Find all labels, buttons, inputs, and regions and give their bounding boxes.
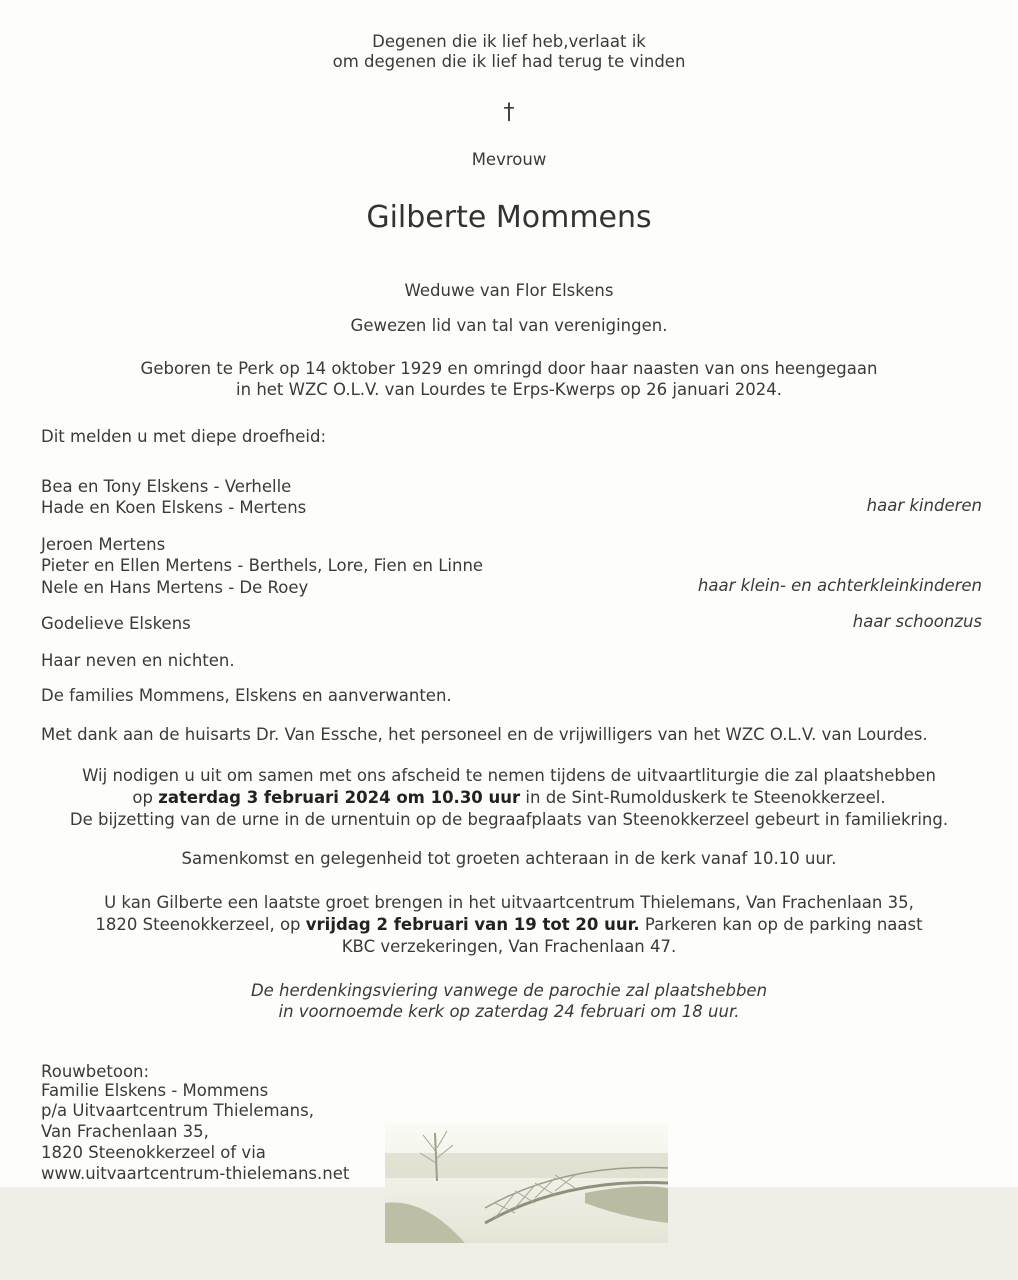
- relation-label: haar schoonzus: [852, 612, 982, 631]
- deceased-name: Gilberte Mommens: [366, 200, 652, 235]
- family-member: Godelieve Elskens: [41, 614, 191, 633]
- visit-line: [0, 914, 1018, 936]
- invite-line: Wij nodigen u uit om samen met ons afscheid te nemen tijdens de uitvaartliturgie die zal plaatshebben: [82, 766, 936, 785]
- memorial-line: in voornoemde kerk op zaterdag 24 februari om 18 uur.: [278, 1002, 740, 1021]
- memorial-line: De herdenkingsviering vanwege de parochie zal plaatshebben: [250, 981, 768, 1000]
- announce: Dit melden u met diepe droefheid:: [41, 427, 327, 446]
- member-line: Gewezen lid van tal van verenigingen.: [350, 316, 668, 335]
- condolence-line: 1820 Steenokkerzeel of via: [41, 1143, 266, 1162]
- invite-line: [0, 787, 1018, 809]
- motto-line: Degenen die ik lief heb,verlaat ik: [372, 32, 646, 51]
- family-member: Jeroen Mertens: [41, 535, 166, 554]
- visit-text: Parkeren kan op de parking naast: [639, 915, 923, 934]
- motto-line: om degenen die ik lief had terug te vinden: [332, 52, 686, 71]
- invite-line: De bijzetting van de urne in de urnentuin op de begraafplaats van Steenokkerzeel gebeurt in familiekring.: [69, 810, 949, 829]
- website-link: www.uitvaartcentrum-thielemans.net: [41, 1164, 350, 1183]
- relation-label: haar klein- en achterkleinkinderen: [697, 576, 982, 595]
- bridge-photo: [385, 1123, 668, 1243]
- condolence-line: p/a Uitvaartcentrum Thielemans,: [41, 1101, 314, 1120]
- thanks: Met dank aan de huisarts Dr. Van Essche, het personeel en de vrijwilligers van het WZC O.L.V. van Lourdes.: [41, 725, 928, 744]
- visit-line: U kan Gilberte een laatste groet brengen in het uitvaartcentrum Thielemans, Van Frachenlaan 35,: [104, 893, 914, 912]
- visit-datetime: vrijdag 2 februari van 19 tot 20 uur.: [305, 915, 640, 934]
- funeral-datetime: zaterdag 3 februari 2024 om 10.30 uur: [158, 788, 521, 807]
- salutation: Mevrouw: [471, 150, 547, 169]
- cross-icon: †: [503, 100, 515, 125]
- family-member: Pieter en Ellen Mertens - Berthels, Lore, Fien en Linne: [41, 556, 484, 575]
- family-member: Nele en Hans Mertens - De Roey: [41, 578, 309, 597]
- gathering: Samenkomst en gelegenheid tot groeten achteraan in de kerk vanaf 10.10 uur.: [181, 849, 837, 868]
- invite-text: in de Sint-Rumolduskerk te Steenokkerzeel.: [520, 788, 886, 807]
- widow-line: Weduwe van Flor Elskens: [404, 281, 614, 300]
- visit-line: KBC verzekeringen, Van Frachenlaan 47.: [341, 937, 677, 956]
- birth-line: Geboren te Perk op 14 oktober 1929 en omringd door haar naasten van ons heengegaan: [140, 359, 878, 378]
- relation-label: haar kinderen: [866, 496, 982, 515]
- family-member: De families Mommens, Elskens en aanverwanten.: [41, 686, 452, 705]
- family-member: Bea en Tony Elskens - Verhelle: [41, 477, 292, 496]
- condolence-line: Rouwbetoon:: [41, 1062, 150, 1081]
- invite-text: op: [132, 788, 159, 807]
- birth-line: in het WZC O.L.V. van Lourdes te Erps-Kwerps op 26 januari 2024.: [236, 380, 782, 399]
- visit-text: 1820 Steenokkerzeel, op: [95, 915, 306, 934]
- condolence-line: Van Frachenlaan 35,: [41, 1122, 209, 1141]
- family-member: Hade en Koen Elskens - Mertens: [41, 498, 307, 517]
- condolence-line: Familie Elskens - Mommens: [41, 1081, 269, 1100]
- family-member: Haar neven en nichten.: [41, 651, 235, 670]
